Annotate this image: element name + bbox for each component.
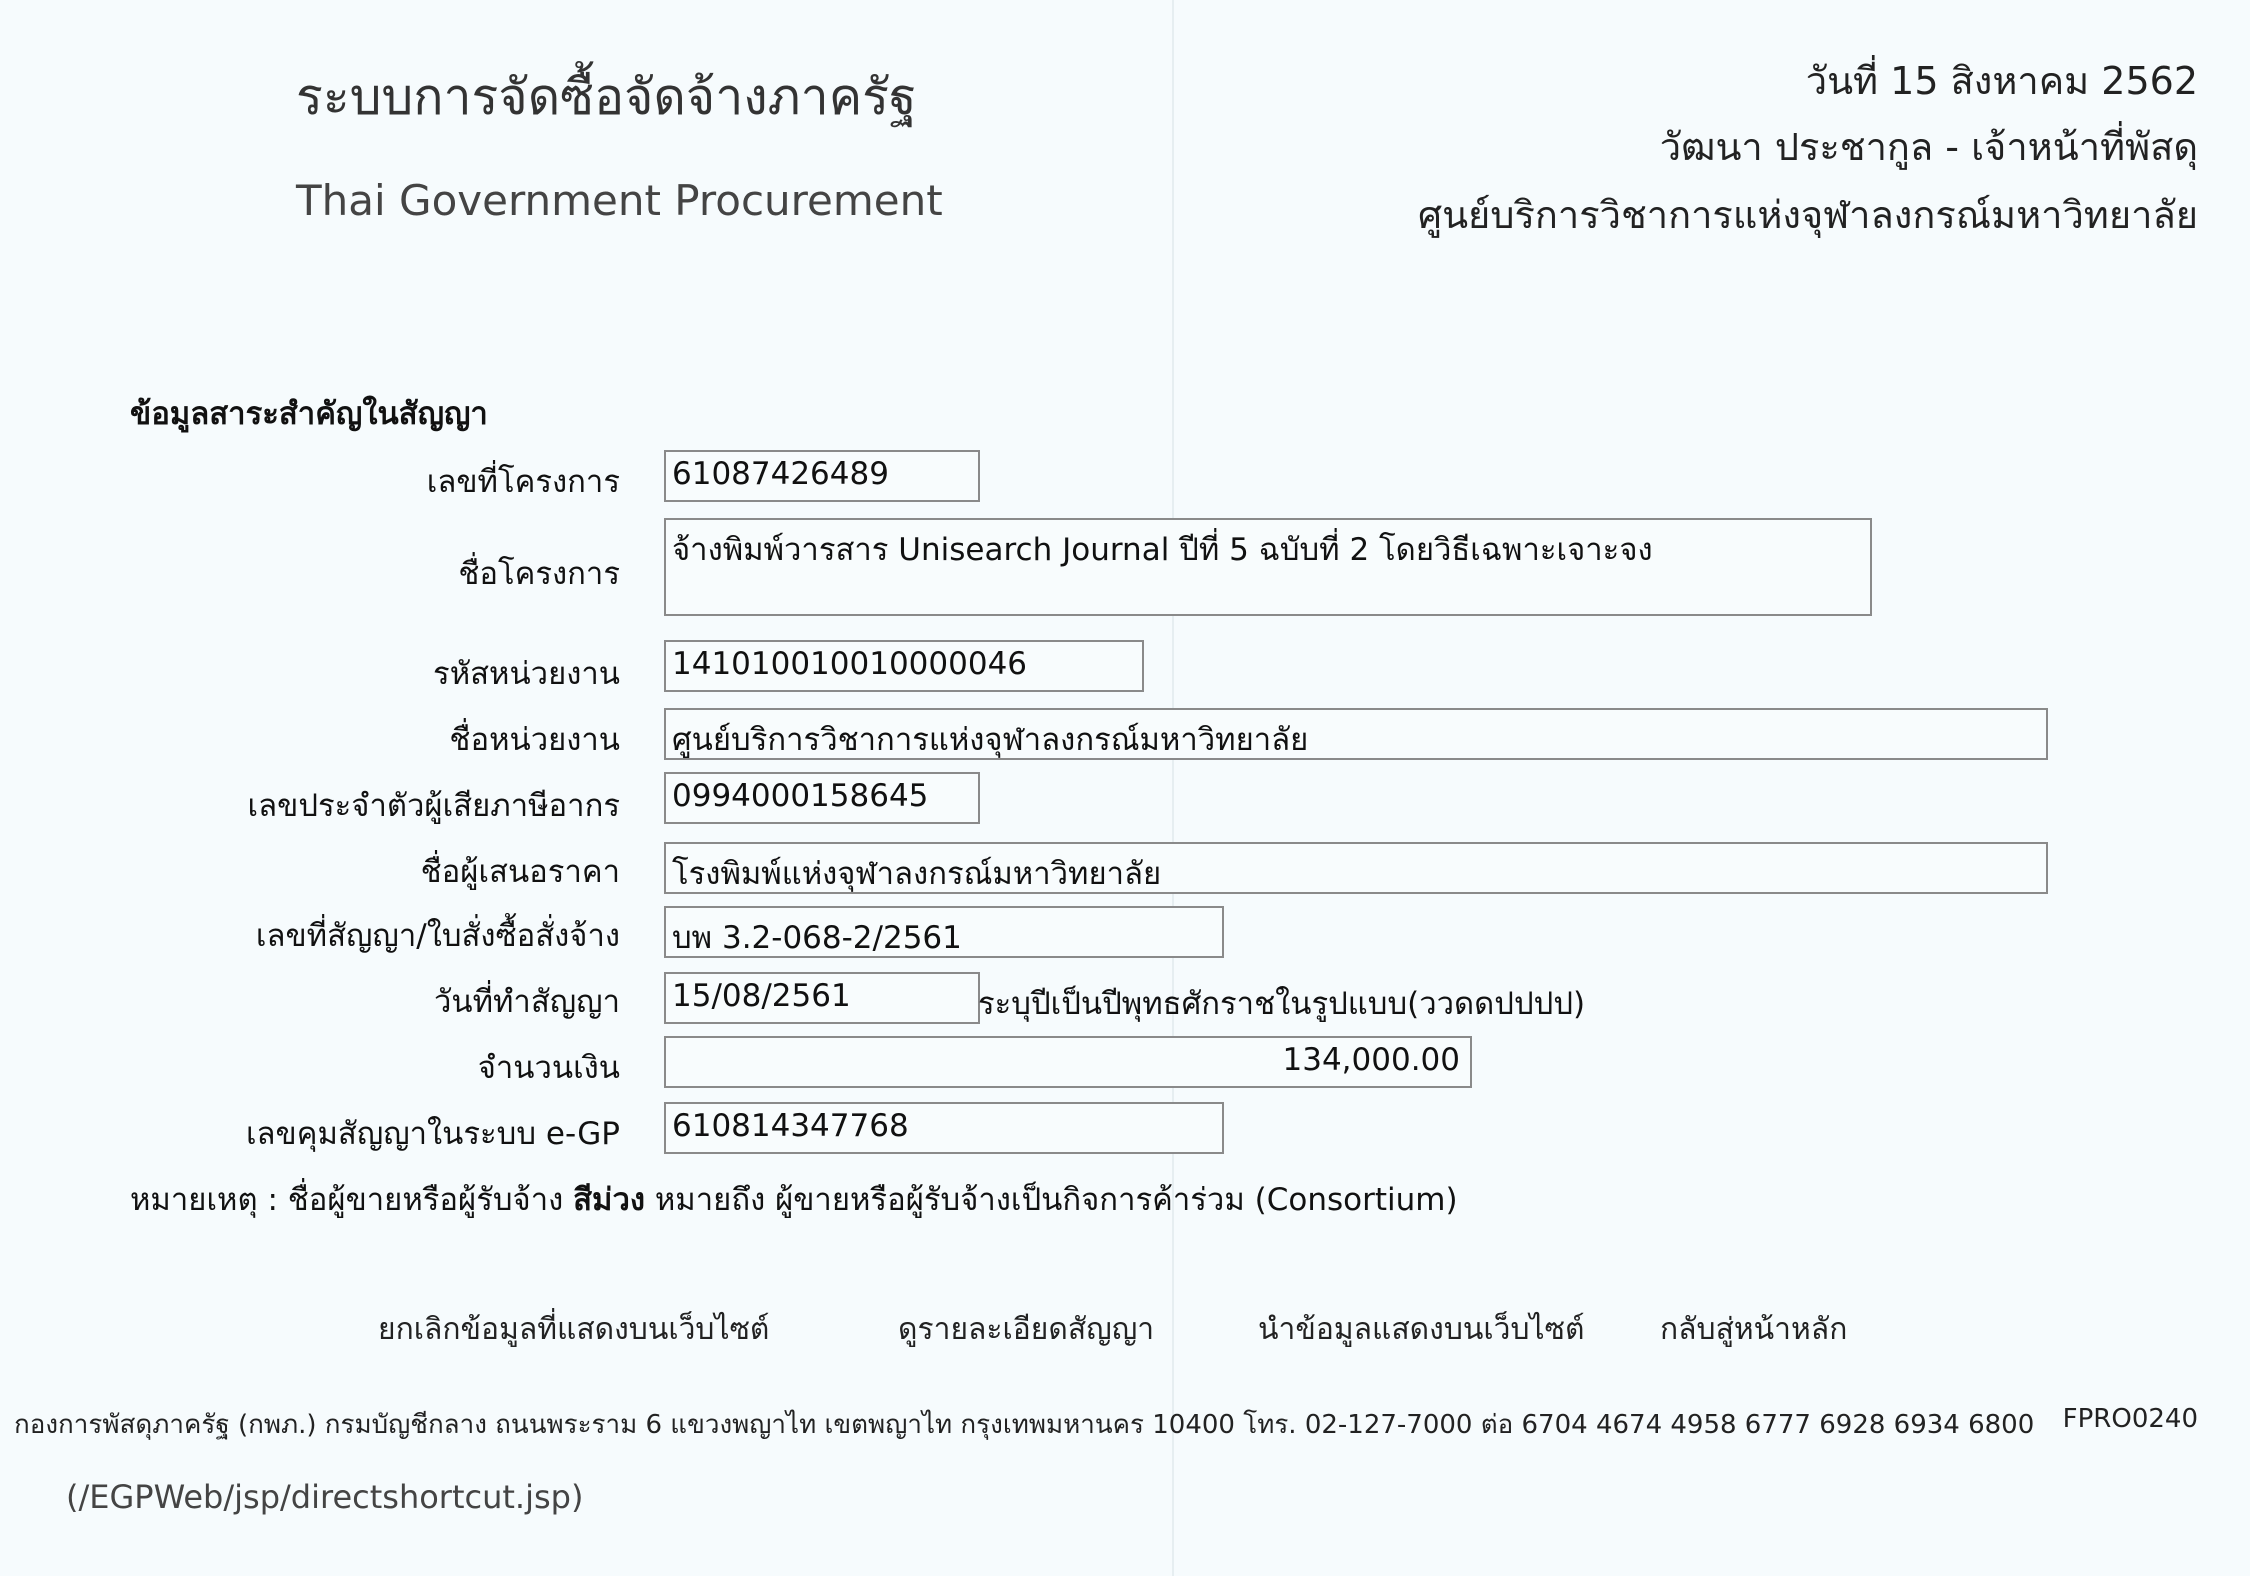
header-date: วันที่ 15 สิงหาคม 2562	[1805, 59, 2198, 103]
project-name-label: ชื่อโครงการ	[458, 556, 620, 592]
egp-control-no-field[interactable]: 610814347768	[664, 1102, 1224, 1154]
contract-no-label: เลขที่สัญญา/ใบสั่งซื้อสั่งจ้าง	[255, 918, 620, 954]
contract-no-field[interactable]: บพ 3.2-068-2/2561	[664, 906, 1224, 958]
contract-date-hint: ระบุปีเป็นปีพุทธศักราชในรูปแบบ(ววดดปปปป)	[978, 986, 1586, 1022]
project-no-field[interactable]: 61087426489	[664, 450, 980, 502]
agency-code-label: รหัสหน่วยงาน	[433, 656, 620, 692]
header-officer: วัฒนา ประชากูล - เจ้าหน้าที่พัสดุ	[1659, 125, 2198, 169]
tax-id-label: เลขประจำตัวผู้เสียภาษีอากร	[247, 788, 620, 824]
header-organization: ศูนย์บริการวิชาการแห่งจุฬาลงกรณ์มหาวิทยาลัย	[1417, 193, 2198, 237]
agency-code-field[interactable]: 141010010010000046	[664, 640, 1144, 692]
footer-address: กองการพัสดุภาครัฐ (กพภ.) กรมบัญชีกลาง ถนนพระราม 6 แขวงพญาไท เขตพญาไท กรุงเทพมหานคร 10400 โทร. 02-127-7000 ต่อ 6704 4674 4958 6777 6928 6934 6800	[14, 1410, 2035, 1440]
note-suffix: หมายถึง ผู้ขายหรือผู้รับจ้างเป็นกิจการค้าร่วม (Consortium)	[654, 1182, 1458, 1218]
agency-name-field[interactable]: ศูนย์บริการวิชาการแห่งจุฬาลงกรณ์มหาวิทยาลัย	[664, 708, 2048, 760]
note-highlight: สีม่วง	[573, 1182, 646, 1218]
bidder-name-field[interactable]: โรงพิมพ์แห่งจุฬาลงกรณ์มหาวิทยาลัย	[664, 842, 2048, 894]
paper-fold-line	[1172, 0, 1174, 1576]
bidder-name-label: ชื่อผู้เสนอราคา	[420, 854, 620, 890]
consortium-note	[130, 1174, 1458, 1224]
cancel-display-link[interactable]: ยกเลิกข้อมูลที่แสดงบนเว็บไซต์	[378, 1312, 770, 1347]
egp-control-no-label: เลขคุมสัญญาในระบบ e-GP	[245, 1116, 620, 1152]
note-prefix: หมายเหตุ : ชื่อผู้ขายหรือผู้รับจ้าง	[130, 1182, 564, 1218]
agency-name-label: ชื่อหน่วยงาน	[449, 722, 620, 758]
publish-to-website-link[interactable]: นำข้อมูลแสดงบนเว็บไซต์	[1258, 1312, 1585, 1347]
contract-date-label: วันที่ทำสัญญา	[433, 984, 620, 1020]
project-no-label: เลขที่โครงการ	[426, 464, 620, 500]
system-title-thai: ระบบการจัดซื้อจัดจ้างภาครัฐ	[296, 68, 917, 126]
amount-field[interactable]: 134,000.00	[664, 1036, 1472, 1088]
tax-id-field[interactable]: 0994000158645	[664, 772, 980, 824]
form-code: FPRO0240	[2062, 1404, 2198, 1434]
back-to-home-link[interactable]: กลับสู่หน้าหลัก	[1660, 1312, 1848, 1347]
system-title-english: Thai Government Procurement	[296, 176, 943, 225]
contract-date-field[interactable]: 15/08/2561	[664, 972, 980, 1024]
page-url: (/EGPWeb/jsp/directshortcut.jsp)	[66, 1478, 584, 1516]
view-contract-details-link[interactable]: ดูรายละเอียดสัญญา	[898, 1312, 1155, 1347]
project-name-field[interactable]: จ้างพิมพ์วารสาร Unisearch Journal ปีที่ 5 ฉบับที่ 2 โดยวิธีเฉพาะเจาะจง	[664, 518, 1872, 616]
section-title: ข้อมูลสาระสำคัญในสัญญา	[130, 396, 488, 432]
amount-label: จำนวนเงิน	[477, 1050, 620, 1086]
